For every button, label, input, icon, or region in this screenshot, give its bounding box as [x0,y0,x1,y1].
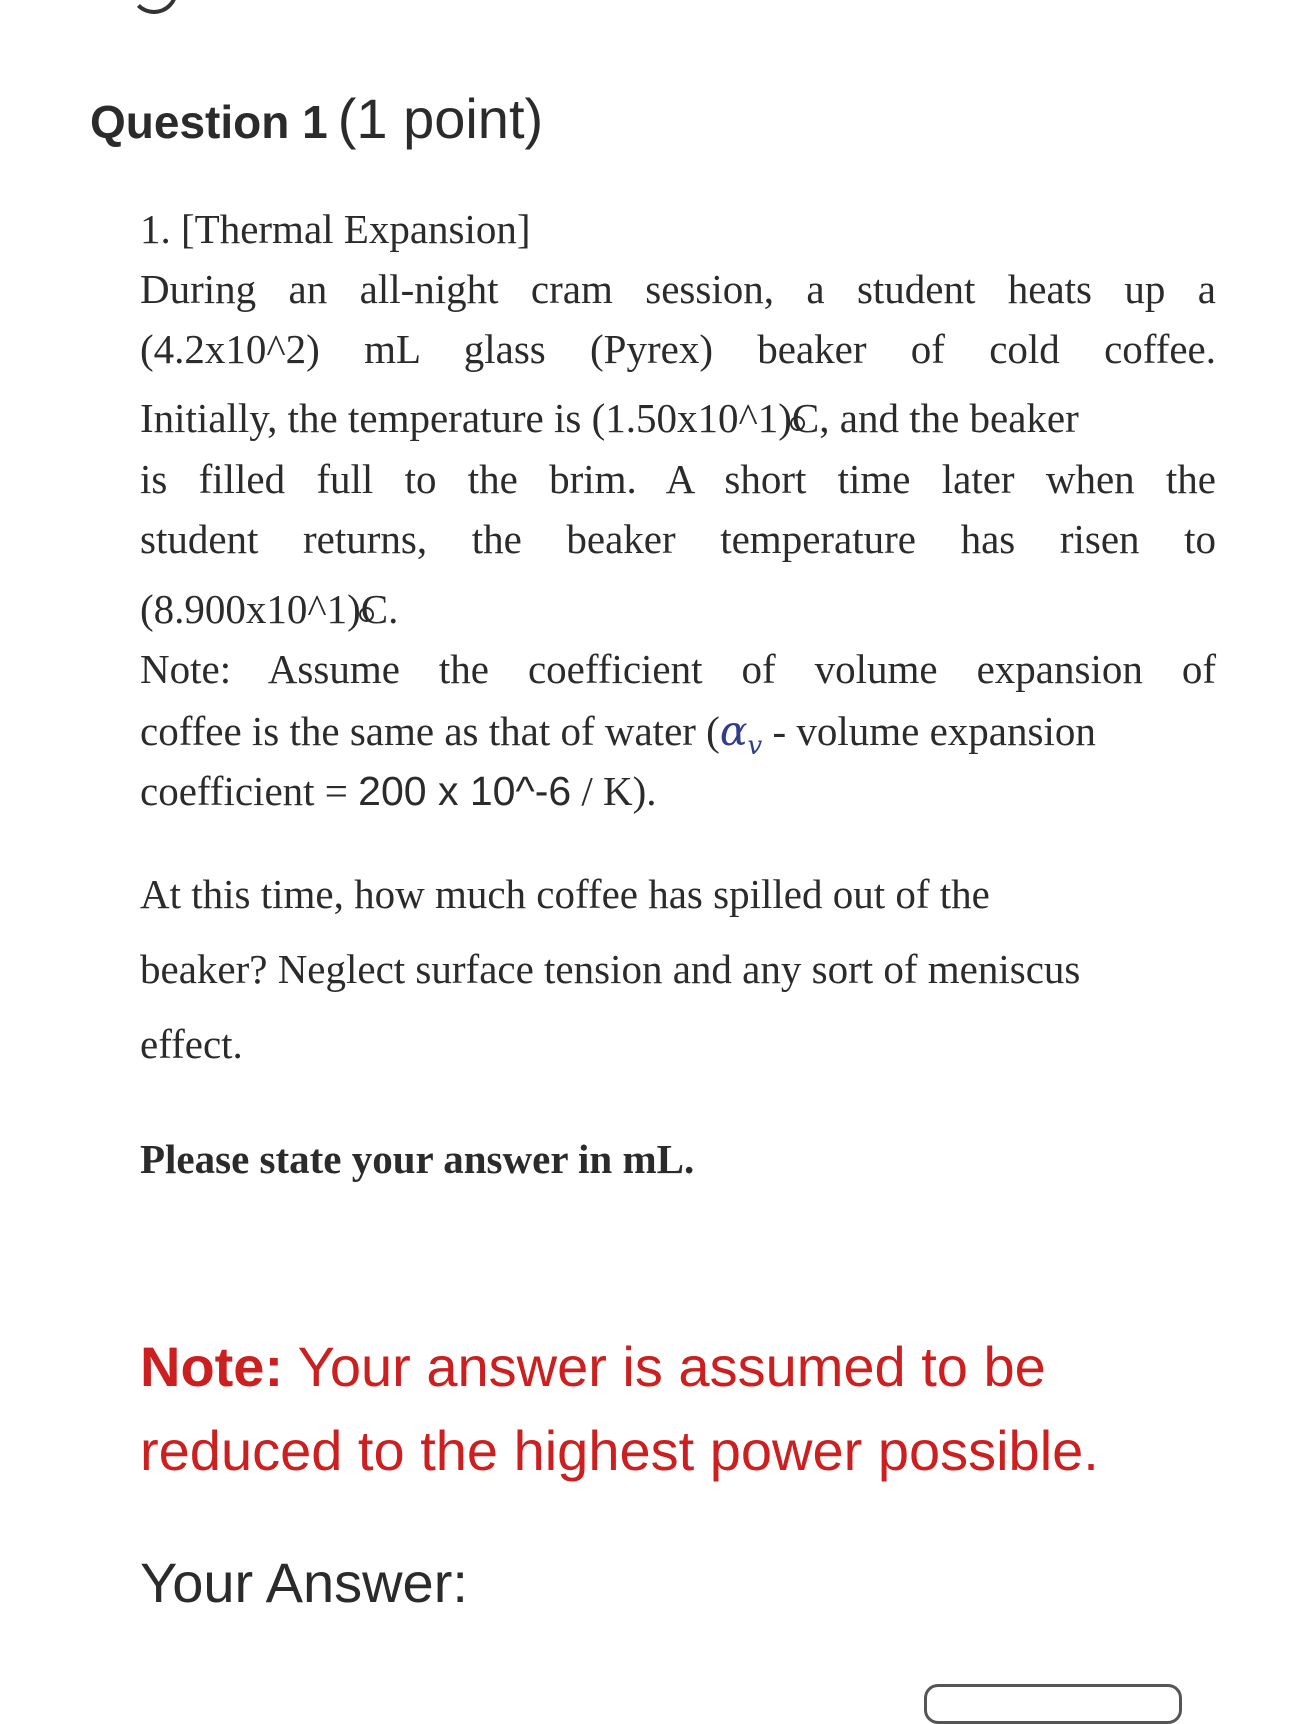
note-text: coefficient = [140,768,359,814]
problem-line [140,394,1216,442]
problem-text: C. [360,586,399,632]
problem-text: Initially, the temperature is (1.50x10^1) [140,395,792,441]
question-label: Question 1 [90,96,328,148]
coefficient-value: 200 x 10^-6 [358,768,572,814]
problem-line: student returns, the beaker temperature has risen to [140,516,1216,562]
problem-line: During an all-night cram session, a student heats up a [140,266,1216,312]
highest-power-note [140,1325,1220,1493]
note-label: Note: [140,1335,284,1398]
question-points: (1 point) [337,87,544,150]
alpha-symbol: $\alpha_v$ [719,707,763,762]
note-text: Your answer is assumed to be reduced to the highest power possible. [140,1335,1099,1482]
question-header [90,86,543,151]
partial-circle-icon [130,0,178,14]
problem-line: (4.2x10^2) mL glass (Pyrex) beaker of cold coffee. [140,326,1216,372]
your-answer-label: Your Answer: [140,1551,468,1614]
problem-heading: 1. [Thermal Expansion] [140,206,531,252]
answer-instruction: Please state your answer in mL. [140,1136,695,1182]
note-line [140,707,1216,761]
problem-line: is filled full to the brim. A short time later when the [140,456,1216,502]
problem-text: C, and the beaker [791,395,1079,441]
note-text: - volume expansion [762,708,1096,754]
note-text: / K). [571,768,657,814]
question-line: effect. [140,1021,243,1067]
note-line [140,767,1216,815]
problem-line [140,585,1216,633]
question-line: beaker? Neglect surface tension and any sort of meniscus [140,946,1081,992]
note-text: coffee is the same as that of water ( [140,708,720,754]
note-line: Note: Assume the coefficient of volume expansion of [140,646,1216,692]
problem-text: (8.900x10^1) [140,586,361,632]
answer-input[interactable] [924,1684,1182,1724]
question-line: At this time, how much coffee has spilled out of the [140,871,990,917]
